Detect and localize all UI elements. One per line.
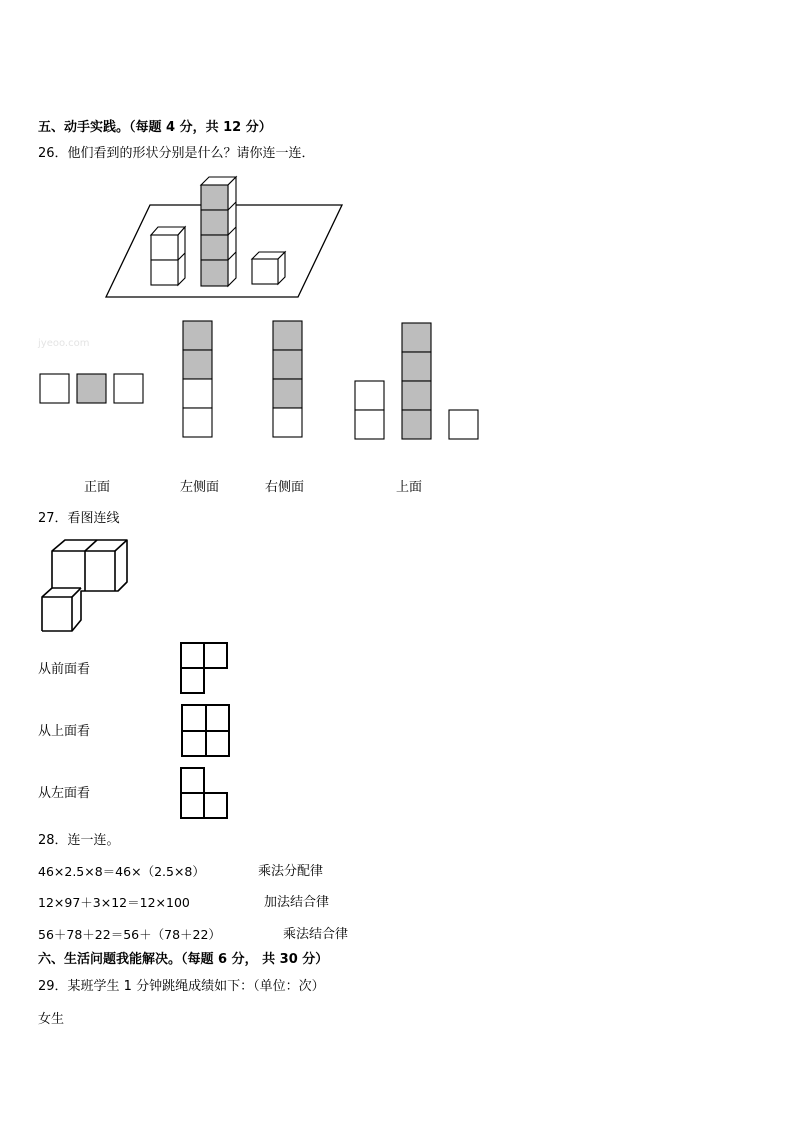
q27-row-top-view: 从上面看	[38, 724, 91, 739]
q27-row-front-view: 从前面看	[38, 662, 91, 677]
q28-law-3: 乘法结合律	[283, 927, 349, 942]
q29-girls-label: 女生	[38, 1012, 65, 1027]
q27-shape-l-down	[181, 643, 227, 693]
watermark: jyeoo.com	[38, 338, 90, 349]
q28-expression-1: 46×2.5×8＝46×（2.5×8）	[38, 864, 205, 879]
q28-law-1: 乘法分配律	[258, 864, 324, 879]
view-label-left-side: 左侧面	[180, 480, 220, 495]
question-27-prompt: 27．看图连线	[38, 511, 120, 526]
question-28-prompt: 28．连一连。	[38, 833, 120, 848]
q27-shape-l-up	[181, 768, 227, 818]
question-26-prompt: 26．他们看到的形状分别是什么？请你连一连．	[38, 146, 315, 161]
q28-expression-3: 56＋78＋22＝56＋（78＋22）	[38, 927, 221, 942]
section-5-heading: 五、动手实践。（每题 4 分，共 12 分）	[38, 120, 272, 135]
q28-expression-2: 12×97＋3×12＝12×100	[38, 895, 190, 910]
view-label-top: 上面	[396, 480, 423, 495]
q27-row-left-view: 从左面看	[38, 786, 91, 801]
question-29-prompt: 29．某班学生 1 分钟跳绳成绩如下：（单位：次）	[38, 979, 325, 994]
q28-law-2: 加法结合律	[264, 895, 330, 910]
view-label-right-side: 右侧面	[265, 480, 305, 495]
q27-shape-square	[182, 705, 229, 756]
view-label-front: 正面	[84, 480, 111, 495]
section-6-heading: 六、生活问题我能解决。（每题 6 分， 共 30 分）	[38, 952, 329, 967]
